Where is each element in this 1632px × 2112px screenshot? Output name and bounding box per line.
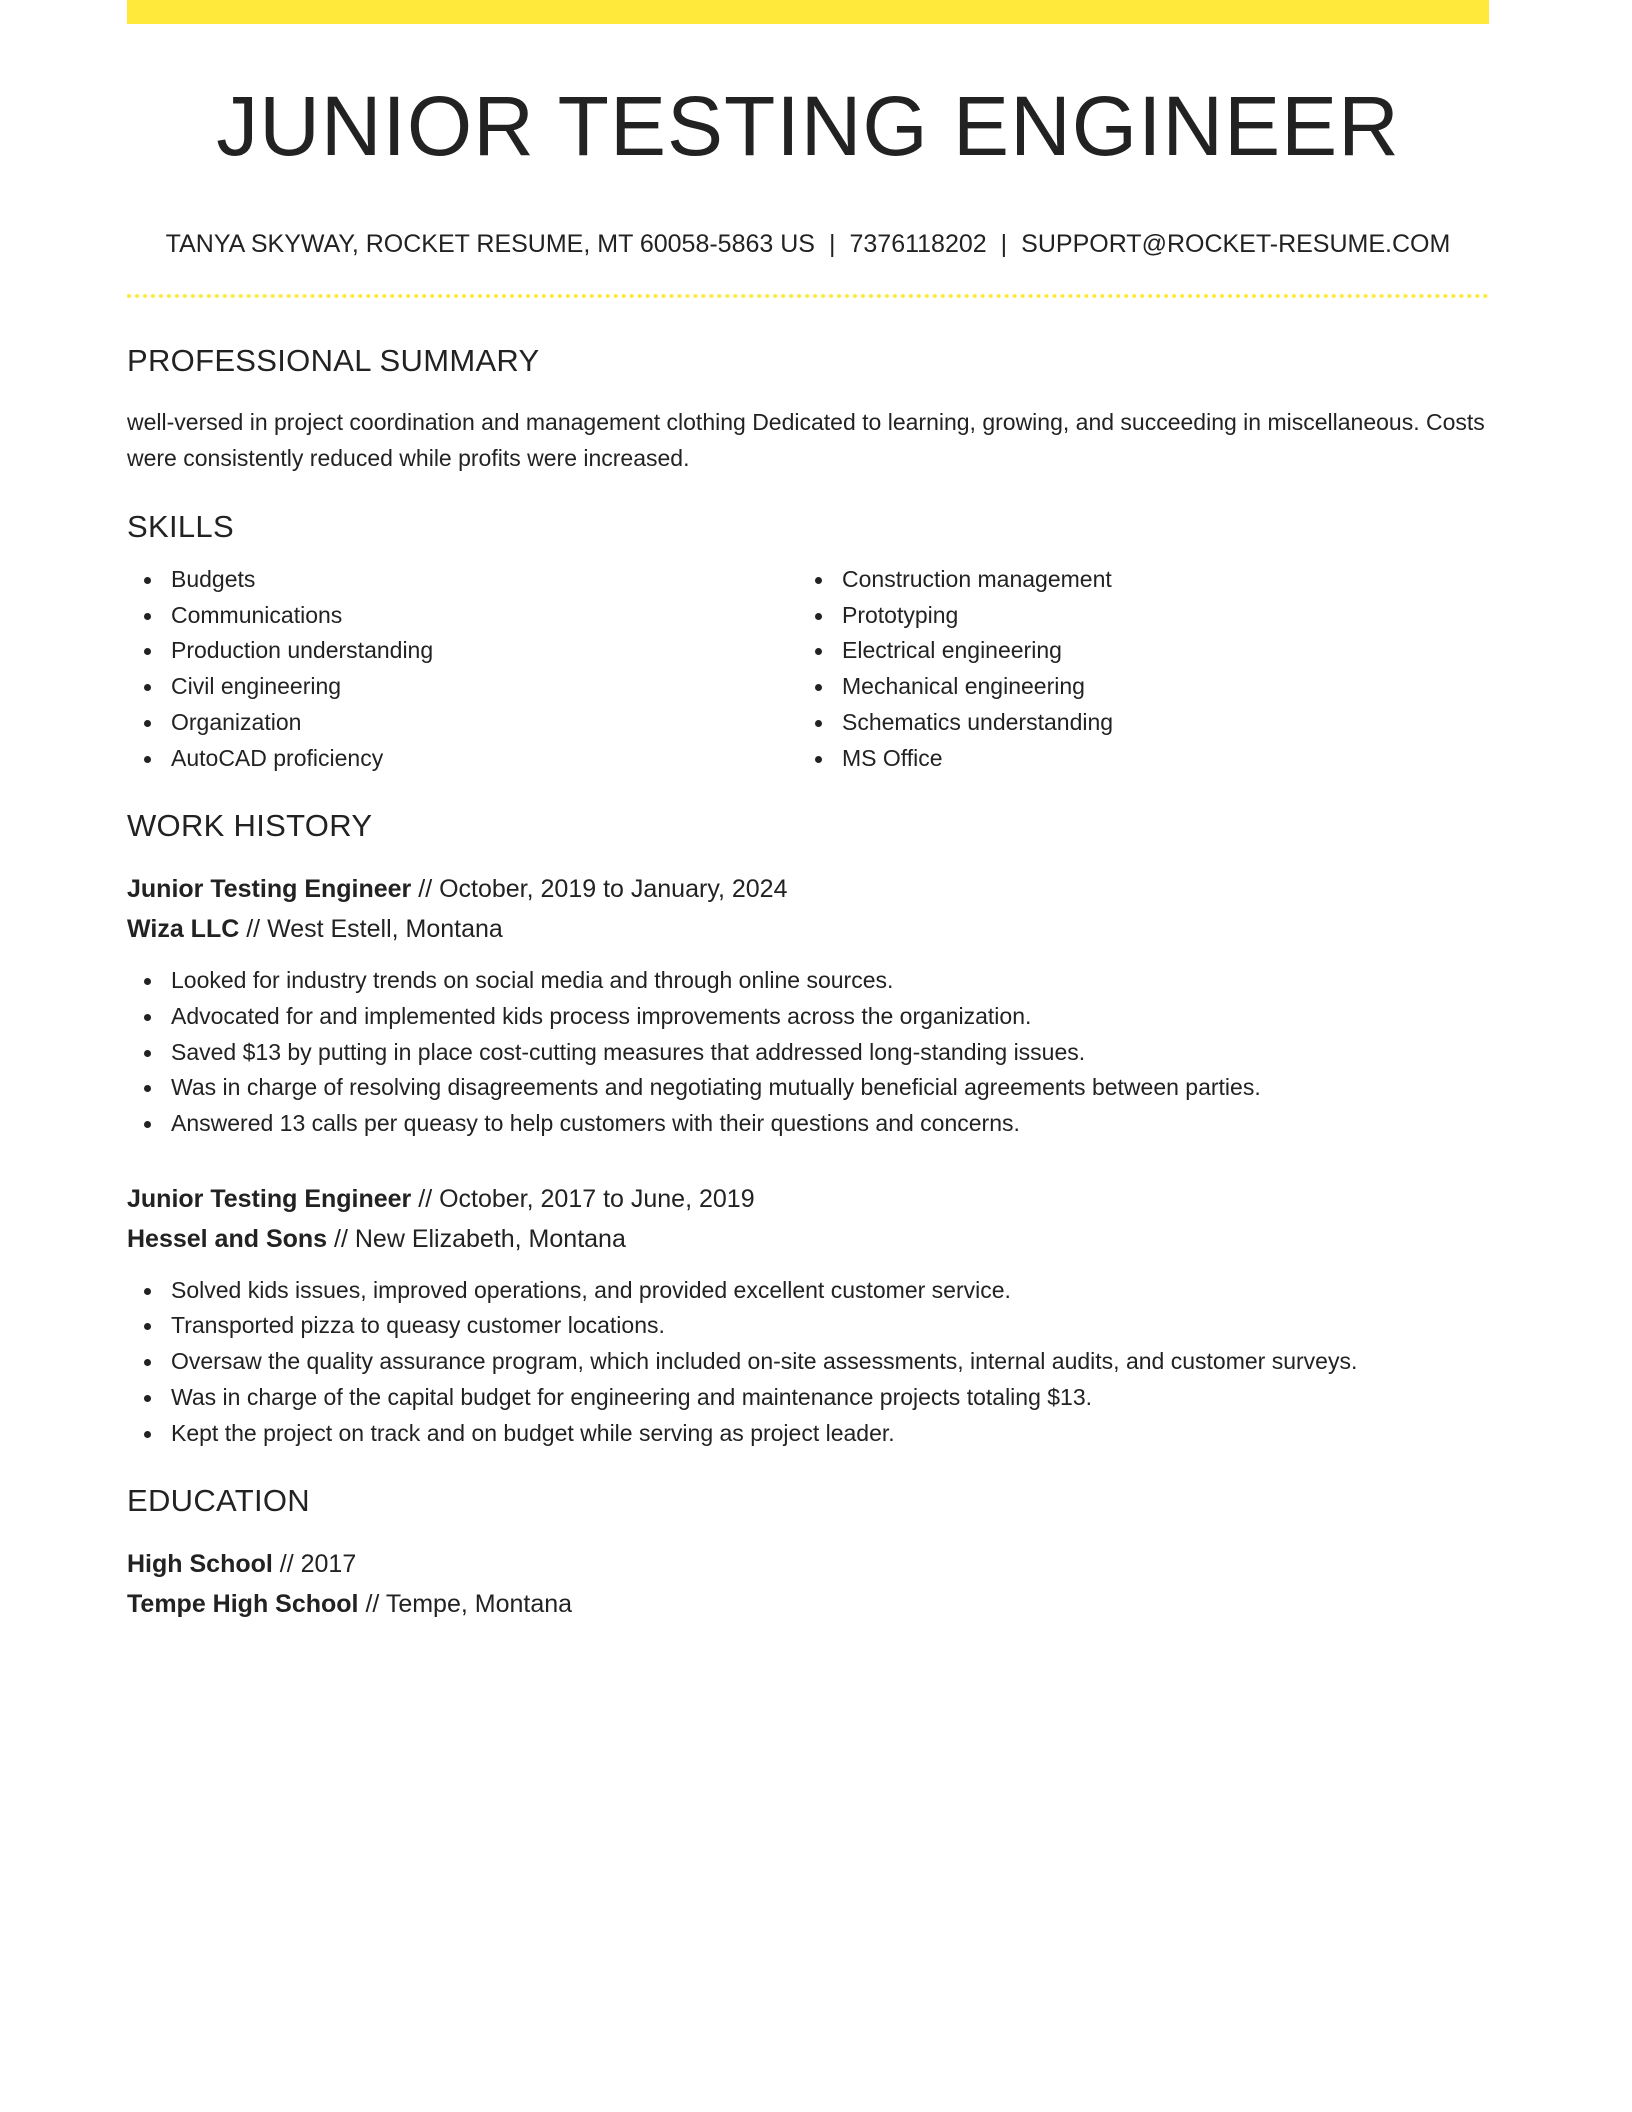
skill-item: Construction management <box>842 562 1469 598</box>
skill-item: Civil engineering <box>171 669 798 705</box>
job-title: Junior Testing Engineer <box>127 1184 412 1213</box>
skills-column-right <box>798 562 1469 776</box>
job-bullet: Kept the project on track and on budget while serving as project leader. <box>171 1416 1489 1452</box>
job-bullet: Was in charge of resolving disagreements and negotiating mutually beneficial agreements between parties. <box>171 1070 1489 1106</box>
job-bullets <box>127 963 1489 1142</box>
company-location: // West Estell, Montana <box>239 915 503 944</box>
skill-item: AutoCAD proficiency <box>171 741 798 777</box>
accent-top-bar <box>127 0 1489 24</box>
company-line <box>127 1219 1489 1259</box>
education-entry <box>127 1544 1489 1624</box>
job-title-line <box>127 1179 1489 1219</box>
contact-email: SUPPORT@ROCKET-RESUME.COM <box>1021 230 1451 258</box>
skills-heading: SKILLS <box>127 509 234 544</box>
job-bullet: Transported pizza to queasy customer locations. <box>171 1308 1489 1344</box>
summary-heading: PROFESSIONAL SUMMARY <box>127 343 540 378</box>
skill-item: Prototyping <box>842 598 1469 634</box>
job-bullet: Answered 13 calls per queasy to help customers with their questions and concerns. <box>171 1106 1489 1142</box>
job-bullet: Solved kids issues, improved operations, and provided excellent customer service. <box>171 1273 1489 1309</box>
skill-item: Organization <box>171 705 798 741</box>
job-title: Junior Testing Engineer <box>127 875 412 904</box>
company-name: Wiza LLC <box>127 915 240 944</box>
skills-list <box>127 562 1489 776</box>
job-bullet: Saved $13 by putting in place cost-cutting measures that addressed long-standing issues. <box>171 1035 1489 1071</box>
skill-item: MS Office <box>842 741 1469 777</box>
job-bullet: Looked for industry trends on social media and through online sources. <box>171 963 1489 999</box>
contact-line <box>127 232 1489 257</box>
education-location: // Tempe, Montana <box>358 1590 573 1619</box>
resume-page <box>127 0 1489 1624</box>
skill-item: Production understanding <box>171 633 798 669</box>
education-year: // 2017 <box>272 1550 357 1579</box>
dotted-divider <box>127 294 1489 298</box>
contact-separator: | <box>828 230 836 258</box>
contact-address: TANYA SKYWAY, ROCKET RESUME, MT 60058-5863 US <box>165 230 815 258</box>
job-dates: // October, 2019 to January, 2024 <box>411 875 788 904</box>
education-degree-line <box>127 1544 1489 1584</box>
job-title-line <box>127 869 1489 909</box>
work-history-heading: WORK HISTORY <box>127 808 373 844</box>
skills-column-left <box>127 562 798 776</box>
job-bullet: Oversaw the quality assurance program, which included on-site assessments, internal audits, and customer surveys. <box>171 1344 1489 1380</box>
resume-title: JUNIOR TESTING ENGINEER <box>216 79 1400 173</box>
education-school: Tempe High School <box>127 1590 359 1619</box>
contact-phone: 7376118202 <box>849 230 987 258</box>
job-dates: // October, 2017 to June, 2019 <box>411 1184 755 1213</box>
company-location: // New Elizabeth, Montana <box>327 1224 626 1253</box>
job-entry <box>127 1179 1489 1452</box>
job-bullets <box>127 1273 1489 1452</box>
contact-separator: | <box>1000 230 1008 258</box>
education-degree: High School <box>127 1550 273 1579</box>
skill-item: Communications <box>171 598 798 634</box>
education-school-line <box>127 1584 1489 1624</box>
skill-item: Mechanical engineering <box>842 669 1469 705</box>
company-name: Hessel and Sons <box>127 1224 328 1253</box>
job-entry <box>127 869 1489 1142</box>
skill-item: Budgets <box>171 562 798 598</box>
summary-text: well-versed in project coordination and management clothing Dedicated to learning, growing, and succeeding in miscellaneous. Costs were consistently reduced while profits were increased. <box>127 409 1485 471</box>
education-heading: EDUCATION <box>127 1483 310 1519</box>
company-line <box>127 909 1489 949</box>
skill-item: Electrical engineering <box>842 633 1469 669</box>
job-bullet: Was in charge of the capital budget for engineering and maintenance projects totaling $13. <box>171 1380 1489 1416</box>
skill-item: Schematics understanding <box>842 705 1469 741</box>
job-bullet: Advocated for and implemented kids process improvements across the organization. <box>171 999 1489 1035</box>
